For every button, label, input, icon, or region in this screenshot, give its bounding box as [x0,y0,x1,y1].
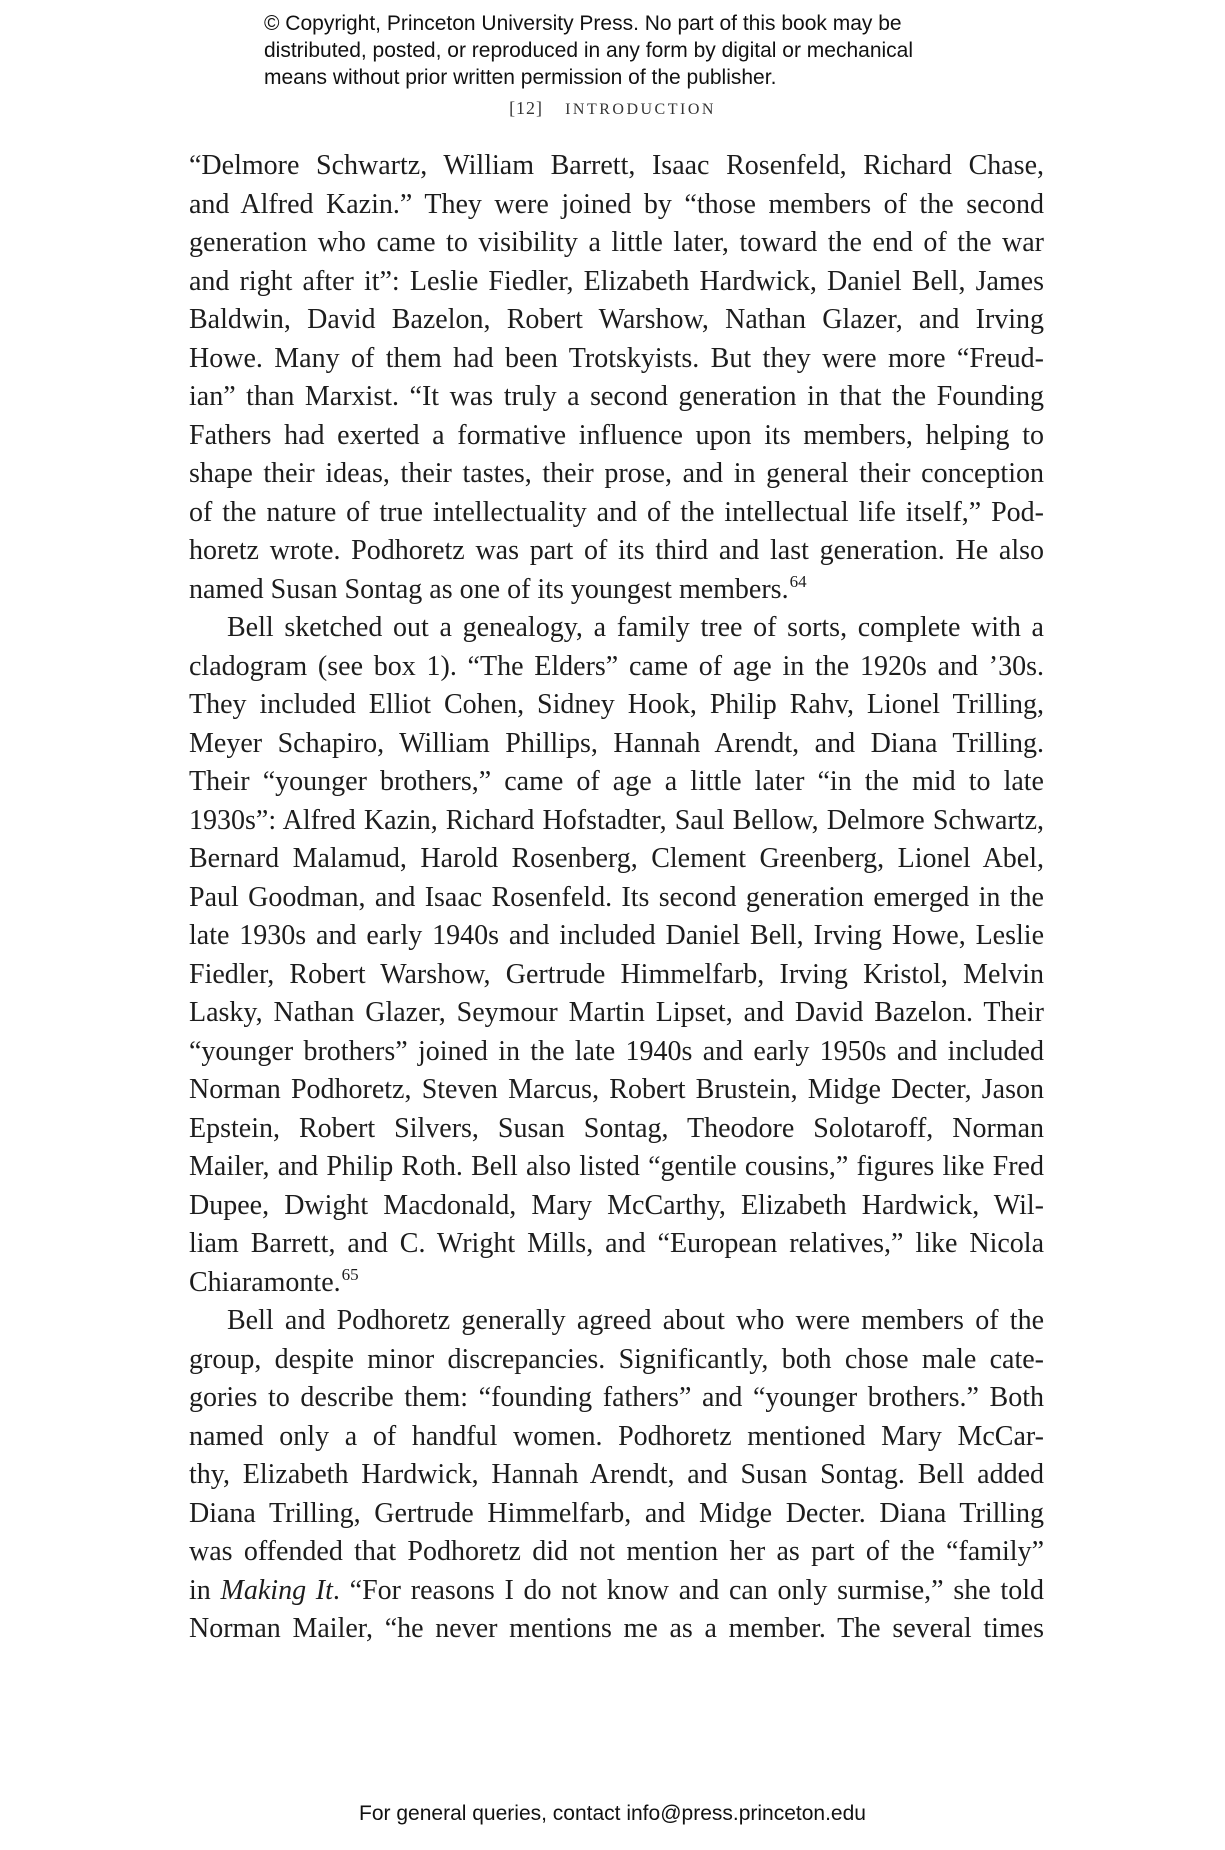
copyright-line: © Copyright, Princeton University Press. No part of this book may be [264,12,902,35]
text-line [189,571,1044,610]
text-line: “younger brothers” joined in the late 1940s and early 1950s and included [189,1035,1044,1067]
text-line: Howe. Many of them had been Trotskyists. But they were more “Freud- [189,342,1044,374]
text-line: Diana Trilling, Gertrude Himmelfarb, and Midge Decter. Diana Trilling [189,1497,1044,1529]
text-line: generation who came to visibility a little later, toward the end of the war [189,227,1044,258]
text-line: Mailer, and Philip Roth. Bell also listed “gentile cousins,” figures like Fred [189,1151,1044,1182]
text-line: Norman Podhoretz, Steven Marcus, Robert Brustein, Midge Decter, Jason [189,1074,1044,1105]
copyright-line: means without prior written permission of the publisher. [264,66,777,89]
text-line: shape their ideas, their tastes, their prose, and in general their conception [189,458,1044,489]
text-segment: named Susan Sontag as one of its youngest members. [189,573,789,605]
text-line: horetz wrote. Podhoretz was part of its third and last generation. He also [189,535,1044,566]
text-line: Lasky, Nathan Glazer, Seymour Martin Lipset, and David Bazelon. Their [189,997,1044,1028]
footnote-marker: 65 [341,1264,359,1284]
copyright-line: distributed, posted, or reproduced in any form by digital or mechanical [264,39,914,62]
text-line: Bell and Podhoretz generally agreed about who were members of the [227,1305,1044,1336]
book-title: Making It [220,1574,333,1606]
text-line: Dupee, Dwight Macdonald, Mary McCarthy, Elizabeth Hardwick, Wil- [189,1189,1044,1221]
copyright-notice [264,10,984,91]
text-line: Their “younger brothers,” came of age a little later “in the mid to late [189,766,1044,797]
text-line: gories to describe them: “founding fathers” and “younger brothers.” Both [189,1382,1044,1413]
text-line: was offended that Podhoretz did not mention her as part of the “family” [189,1536,1044,1567]
text-line: group, despite minor discrepancies. Significantly, both chose male cate- [189,1343,1044,1375]
text-line: Bell sketched out a genealogy, a family tree of sorts, complete with a [227,612,1044,643]
text-line: ian” than Marxist. “It was truly a second generation in that the Founding [189,381,1044,412]
body-text [189,147,1044,1649]
text-line: of the nature of true intellectuality and of the intellectual life itself,” Pod- [189,496,1044,528]
text-line: thy, Elizabeth Hardwick, Hannah Arendt, and Susan Sontag. Bell added [189,1459,1044,1490]
text-line: and Alfred Kazin.” They were joined by “those members of the second [189,188,1044,220]
text-line: named only a of handful women. Podhoretz mentioned Mary McCar- [189,1420,1044,1452]
text-segment: . “For reasons I do not know and can only surmise,” she told [332,1574,1044,1606]
text-line: liam Barrett, and C. Wright Mills, and “European relatives,” like Nicola [189,1228,1044,1259]
text-line: Baldwin, David Bazelon, Robert Warshow, Nathan Glazer, and Irving [189,304,1044,335]
text-line: Norman Mailer, “he never mentions me as a member. The several times [189,1613,1044,1644]
text-line: Fiedler, Robert Warshow, Gertrude Himmelfarb, Irving Kristol, Melvin [189,958,1044,990]
text-line: Epstein, Robert Silvers, Susan Sontag, Theodore Solotaroff, Norman [189,1112,1044,1144]
text-line [189,1264,1044,1303]
footnote-marker: 64 [789,571,807,591]
text-line: Fathers had exerted a formative influence upon its members, helping to [189,419,1044,451]
text-line: 1930s”: Alfred Kazin, Richard Hofstadter, Saul Bellow, Delmore Schwartz, [189,804,1044,836]
text-line: “Delmore Schwartz, William Barrett, Isaac Rosenfeld, Richard Chase, [189,150,1044,181]
page-number: [12] [509,98,544,118]
text-line: and right after it”: Leslie Fiedler, Elizabeth Hardwick, Daniel Bell, James [189,265,1044,297]
text-line: They included Elliot Cohen, Sidney Hook, Philip Rahv, Lionel Trilling, [189,689,1044,720]
text-segment: in [189,1574,221,1606]
text-line: Meyer Schapiro, William Phillips, Hannah Arendt, and Diana Trilling. [189,727,1044,759]
text-segment: Chiaramonte. [189,1266,341,1298]
text-line: late 1930s and early 1940s and included Daniel Bell, Irving Howe, Leslie [189,920,1044,951]
text-line: cladogram (see box 1). “The Elders” came of age in the 1920s and ’30s. [189,650,1044,682]
footer-contact: For general queries, contact info@press.princeton.edu [359,1802,866,1825]
running-head [0,98,1225,119]
text-line: Paul Goodman, and Isaac Rosenfeld. Its second generation emerged in the [189,881,1044,913]
text-line [189,1572,1044,1611]
text-line: Bernard Malamud, Harold Rosenberg, Clement Greenberg, Lionel Abel, [189,843,1044,874]
section-title: INTRODUCTION [565,101,716,118]
